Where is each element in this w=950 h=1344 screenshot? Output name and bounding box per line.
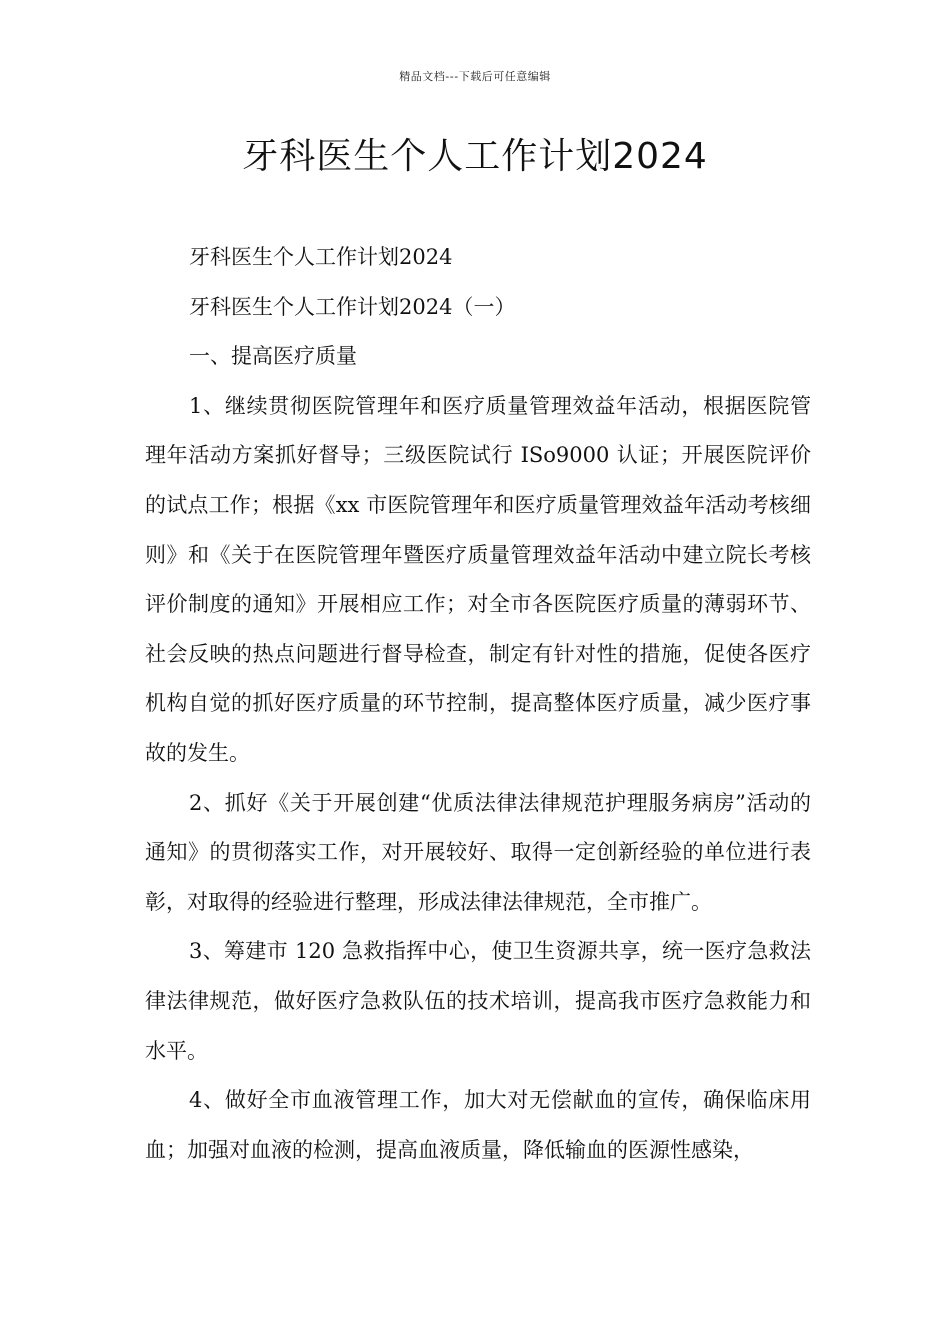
paragraph-subtitle: 牙科医生个人工作计划2024 <box>189 245 453 269</box>
paragraph-item-1: 1、继续贯彻医院管理年和医疗质量管理效益年活动，根据医院管理年活动方案抓好督导；三级医院试行 ISo9000 认证；开展医院评价的试点工作；根据《xx 市医院管理年和医疗质量管理效益年活动考核细则》和《关于在医院管理年暨医疗质量管理效益年活动中建立院长考核评价制度的通知》开展相应工作；对全市各医院医疗质量的薄弱环节、社会反映的热点问题进行督导检查，制定有针对性的措施，促使各医疗机构自觉的抓好医疗质量的环节控制，提高整体医疗质量，减少医疗事故的发生。 <box>145 393 811 765</box>
paragraph-item-2: 2、抓好《关于开展创建“优质法律法律规范护理服务病房”活动的通知》的贯彻落实工作，对开展较好、取得一定创新经验的单位进行表彰，对取得的经验进行整理，形成法律法律规范，全市推广。 <box>145 790 811 914</box>
paragraph-item-3: 3、筹建市 120 急救指挥中心，使卫生资源共享，统一医疗急救法律法律规范，做好医疗急救队伍的技术培训，提高我市医疗急救能力和水平。 <box>145 939 811 1063</box>
paragraph-section-title: 牙科医生个人工作计划2024（一） <box>189 294 516 319</box>
paragraph-item-4: 4、做好全市血液管理工作，加大对无偿献血的宣传，确保临床用血；加强对血液的检测，提高血液质量，降低输血的医源性感染， <box>145 1088 811 1162</box>
document-title: 牙科医生个人工作计划2024 <box>242 136 708 177</box>
paragraph-heading-1: 一、提高医疗质量 <box>189 344 357 369</box>
header-note: 精品文档---下载后可任意编辑 <box>399 70 551 83</box>
document-body <box>145 233 811 1175</box>
